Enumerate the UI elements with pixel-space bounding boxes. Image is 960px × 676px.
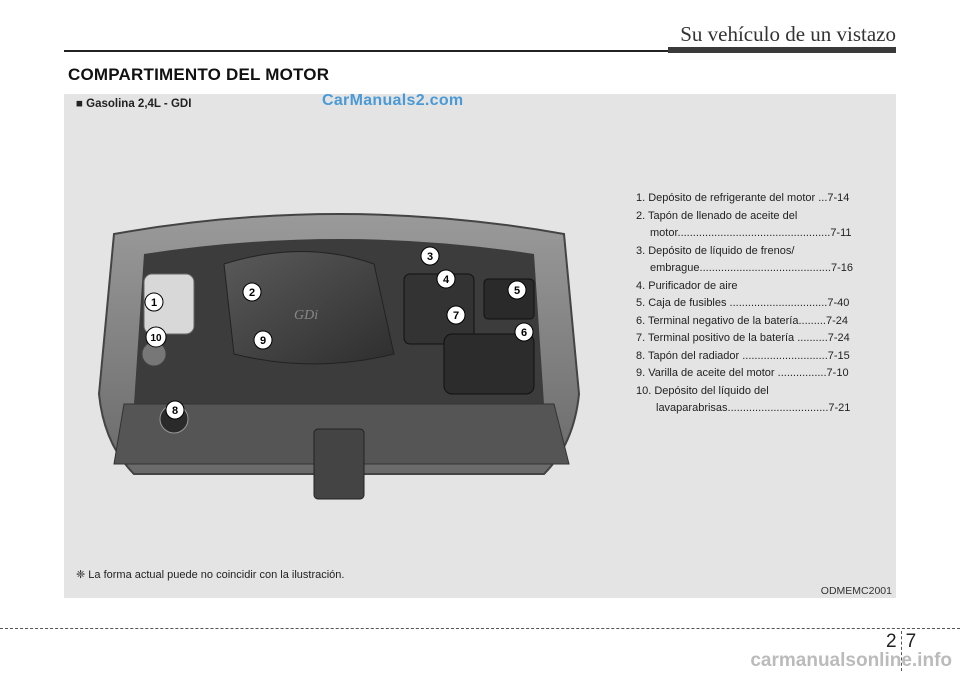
page-index: 7 — [905, 631, 926, 652]
legend-item: 5. Caja de fusibles ................................7-40 — [636, 297, 850, 309]
callout-8 — [166, 401, 184, 419]
legend-item: 4. Purificador de aire — [636, 279, 738, 292]
legend-item: 8. Tapón del radiador ............................7-15 — [636, 349, 850, 362]
radiator-duct — [314, 429, 364, 499]
callout-4 — [437, 270, 455, 288]
watermark: CarManuals2.com — [322, 92, 464, 109]
section-header: Su vehículo de un vistazo — [680, 22, 896, 46]
legend-item: 7. Terminal positivo de la batería ..........7-24 — [636, 332, 850, 344]
page-title: COMPARTIMENTO DEL MOTOR — [68, 65, 330, 84]
illustration-note: ❈ La forma actual puede no coincidir con la ilustración. — [76, 569, 345, 581]
callout-7 — [447, 306, 465, 324]
svg-text:10: 10 — [150, 333, 162, 344]
svg-text:4: 4 — [442, 274, 450, 286]
engine-variant-label: ■ Gasolina 2,4L - GDI — [76, 98, 192, 110]
svg-text:1: 1 — [150, 297, 158, 309]
legend-item: 3. Depósito de líquido de frenos/ embrague...........................................7-16 — [636, 244, 853, 274]
svg-text:9: 9 — [259, 335, 267, 347]
variant-text: Gasolina 2,4L - GDI — [86, 98, 192, 110]
callout-1 — [145, 293, 163, 311]
callout-9 — [254, 331, 272, 349]
callout-6 — [515, 323, 533, 341]
svg-text:8: 8 — [171, 405, 179, 417]
figure-panel — [64, 94, 896, 598]
engine-cover-badge: GDi — [294, 308, 319, 323]
callout-2 — [243, 283, 261, 301]
image-code: ODMEMC2001 — [820, 585, 892, 597]
svg-text:3: 3 — [426, 251, 434, 263]
svg-text:5: 5 — [513, 285, 521, 297]
legend-item: 6. Terminal negativo de la batería.........7-24 — [636, 314, 848, 327]
chapter-number: 2 — [886, 631, 906, 652]
legend-item: 1. Depósito de refrigerante del motor ...7-14 — [636, 192, 850, 204]
callout-5 — [508, 281, 526, 299]
callout-10 — [146, 327, 166, 347]
legend-item: 10. Depósito del líquido del lavaparabrisas.................................7-21 — [636, 384, 851, 414]
footer-rule — [0, 628, 960, 629]
legend-item: 2. Tapón de llenado de aceite del motor..................................................7-11 — [636, 209, 852, 239]
battery — [444, 334, 534, 394]
footer-watermark: carmanualsonline.info — [750, 650, 952, 671]
svg-text:2: 2 — [248, 287, 256, 299]
svg-text:7: 7 — [452, 310, 460, 322]
svg-text:6: 6 — [520, 327, 528, 339]
component-legend — [636, 190, 891, 418]
legend-item: 9. Varilla de aceite del motor ................7-10 — [636, 367, 849, 379]
callout-3 — [421, 247, 439, 265]
engine-illustration — [74, 204, 604, 544]
header-rule-accent — [668, 47, 896, 53]
